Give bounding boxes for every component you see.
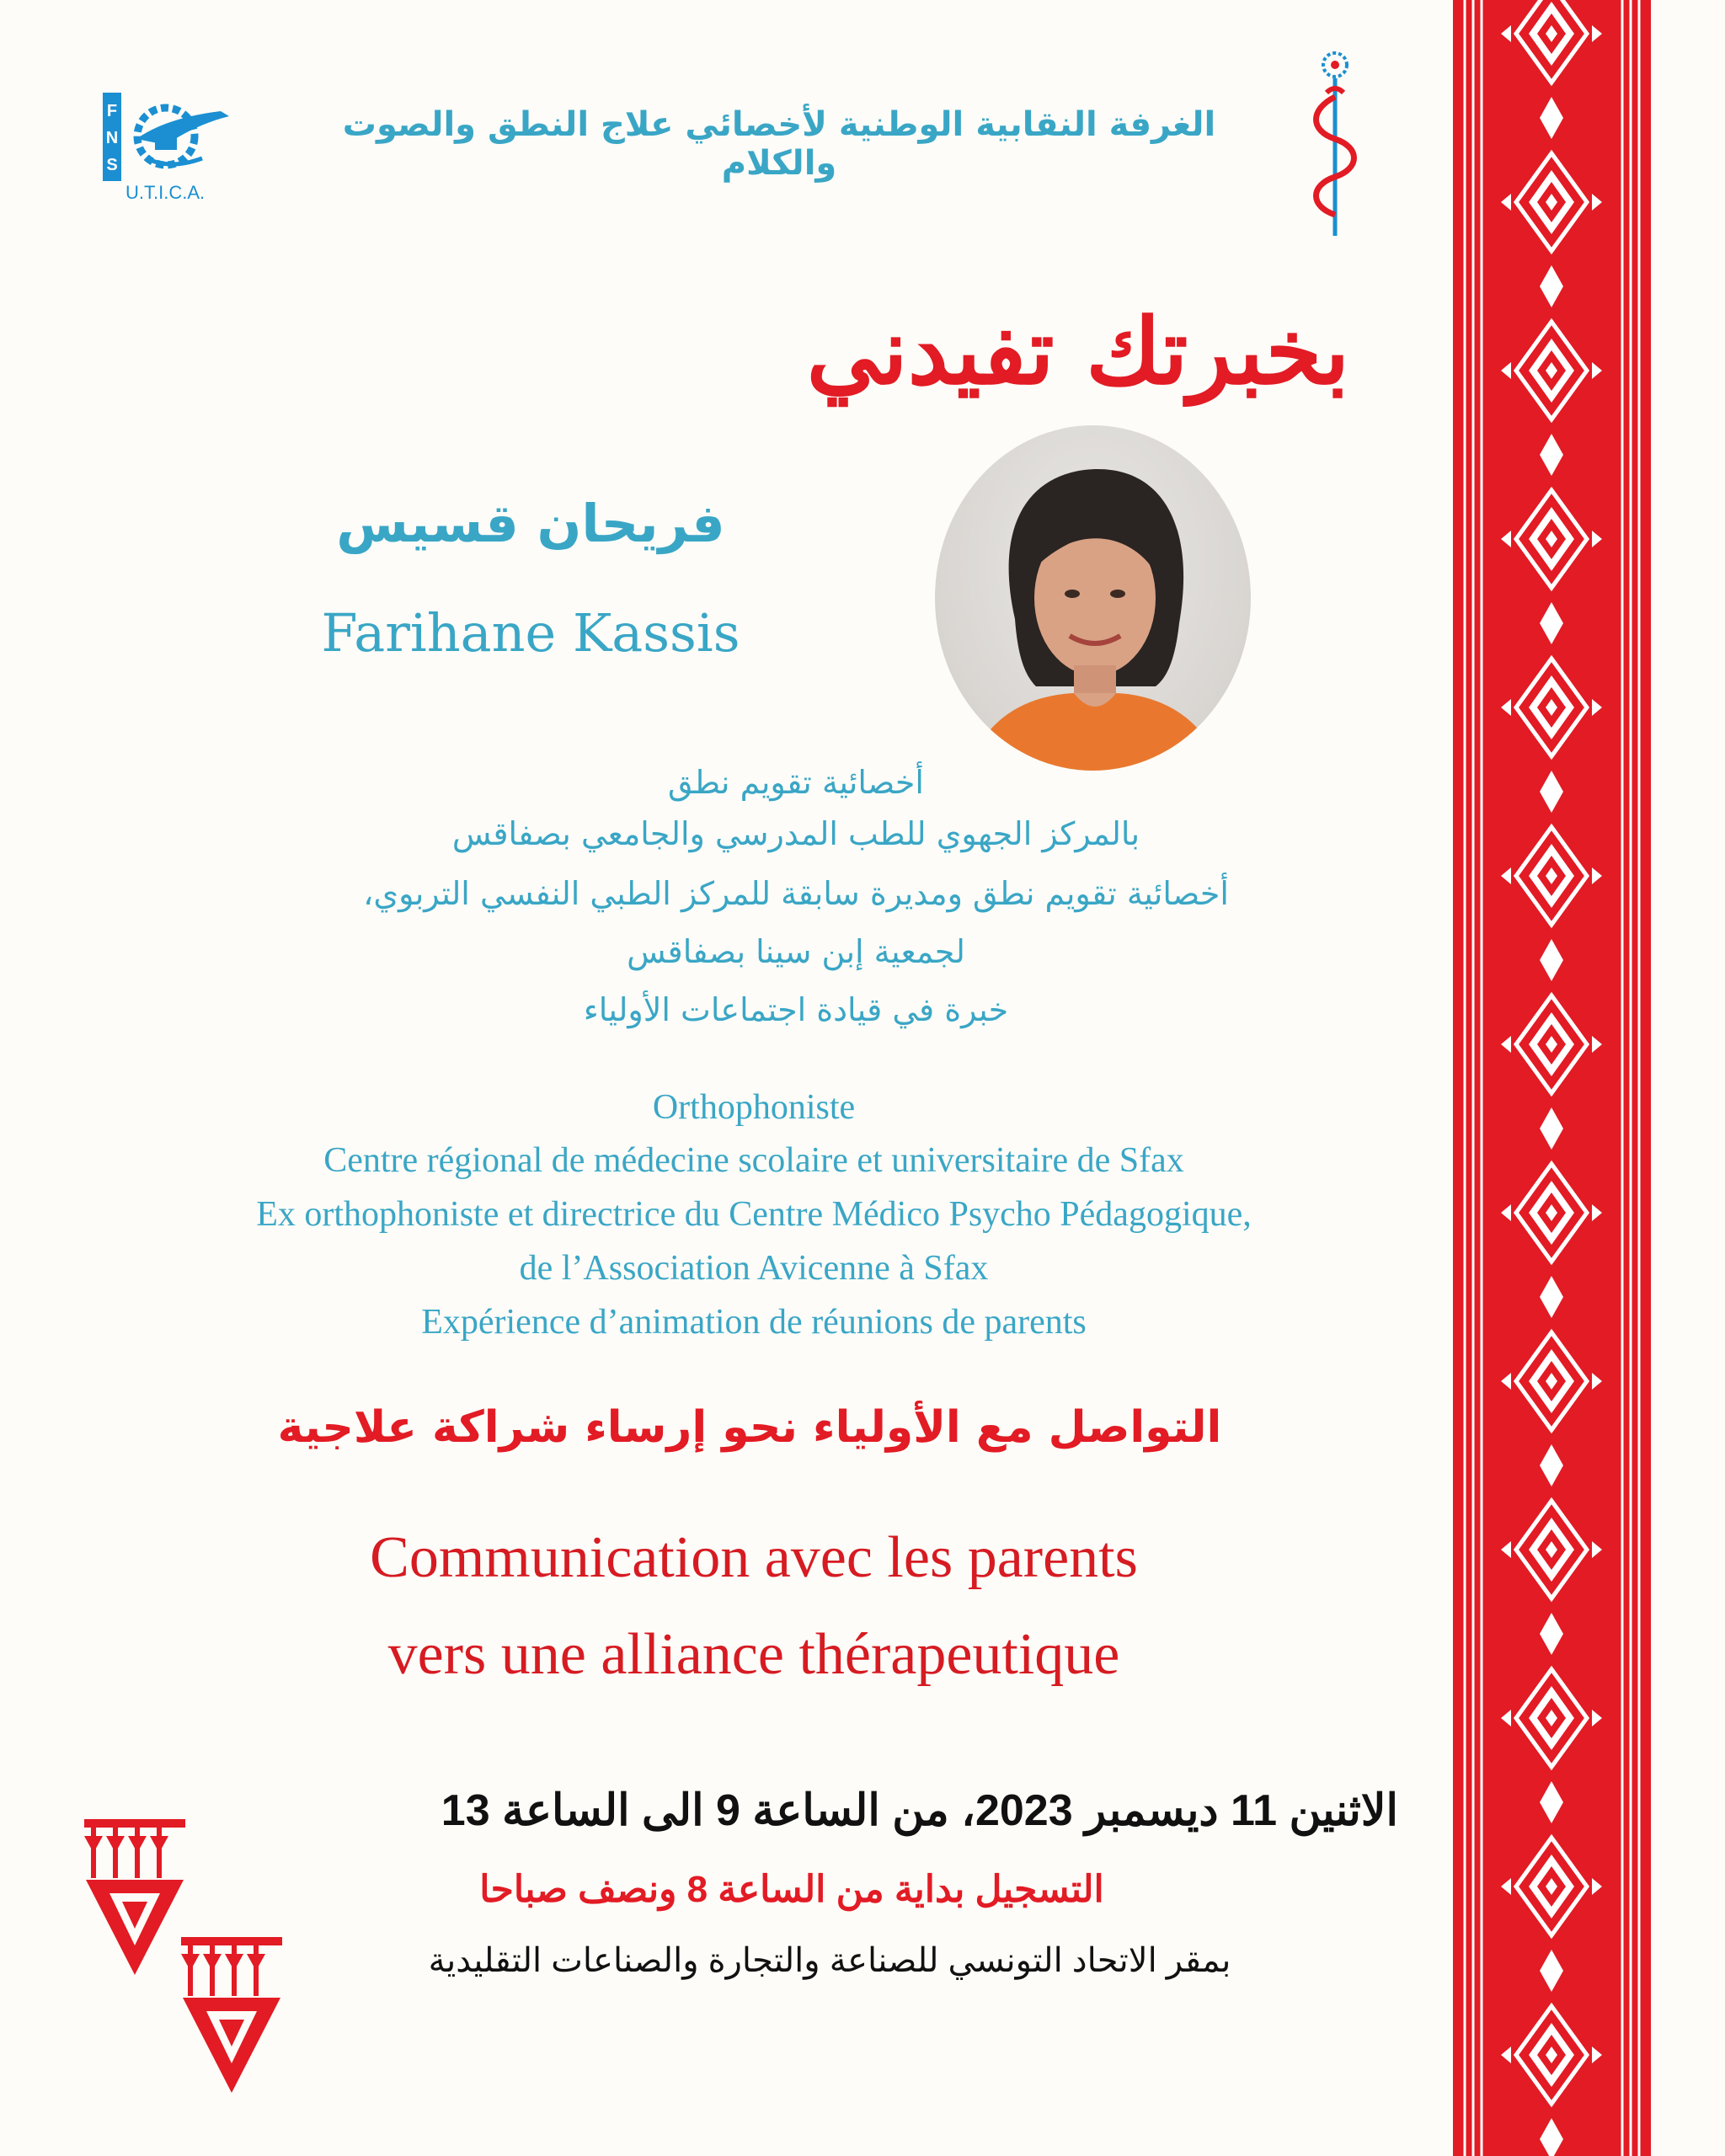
tribal-pattern-icon xyxy=(1453,0,1651,2156)
logo-utica-text: U.T.I.C.A. xyxy=(126,182,206,202)
bio-ar-line: خبرة في قيادة اجتماعات الأولياء xyxy=(583,991,1009,1028)
tribal-motif-icon xyxy=(181,1937,282,2097)
topic-title-arabic: التواصل مع الأولياء نحو إرساء شراكة علاجية xyxy=(277,1402,1222,1453)
event-date-time: الاثنين 11 ديسمبر 2023، من الساعة 9 الى الساعة 13 xyxy=(441,1786,1398,1835)
speaker-photo xyxy=(935,425,1251,771)
logo-letter-s: S xyxy=(106,156,118,174)
speaker-name-arabic: فريحان قسيس xyxy=(336,493,725,554)
topic-title-french-line-2: vers une alliance thérapeutique xyxy=(387,1622,1120,1687)
organization-name: الغرفة النقابية الوطنية لأخصائي علاج النطق والصوت والكلام xyxy=(342,105,1216,183)
event-venue: بمقر الاتحاد التونسي للصناعة والتجارة والصناعات التقليدية xyxy=(428,1942,1231,1979)
bio-fr-line: Centre régional de médecine scolaire et universitaire de Sfax xyxy=(323,1141,1184,1180)
bio-fr-line: Orthophoniste xyxy=(652,1088,856,1127)
bio-fr-line: Ex orthophoniste et directrice du Centre Médico Psycho Pédagogique, xyxy=(256,1195,1252,1234)
decorative-side-band xyxy=(1453,0,1651,2156)
registration-time: التسجيل بداية من الساعة 8 ونصف صباحا xyxy=(479,1869,1104,1910)
tribal-motif-icon xyxy=(84,1819,185,1979)
logo-letter-n: N xyxy=(105,129,119,147)
logo-letter-f: F xyxy=(106,102,118,120)
bio-ar-line: بالمركز الجهوي للطب المدرسي والجامعي بصفاقس xyxy=(451,815,1140,852)
bio-fr-line: Expérience d’animation de réunions de parents xyxy=(421,1303,1087,1342)
headline-title: بخبرتك تفيدني xyxy=(806,299,1350,405)
bio-ar-line: أخصائية تقويم نطق xyxy=(668,764,924,801)
bio-ar-line: لجمعية إبن سينا بصفاقس xyxy=(627,933,965,970)
bio-ar-line: أخصائية تقويم نطق ومديرة سابقة للمركز الطبي النفسي التربوي، xyxy=(363,875,1229,912)
bio-fr-line: de l’Association Avicenne à Sfax xyxy=(519,1249,989,1288)
speaker-name-french: Farihane Kassis xyxy=(321,602,740,664)
caduceus-speech-logo-icon xyxy=(1301,46,1369,240)
utica-fns-logo-icon xyxy=(103,93,238,202)
topic-title-french-line-1: Communication avec les parents xyxy=(370,1525,1138,1590)
